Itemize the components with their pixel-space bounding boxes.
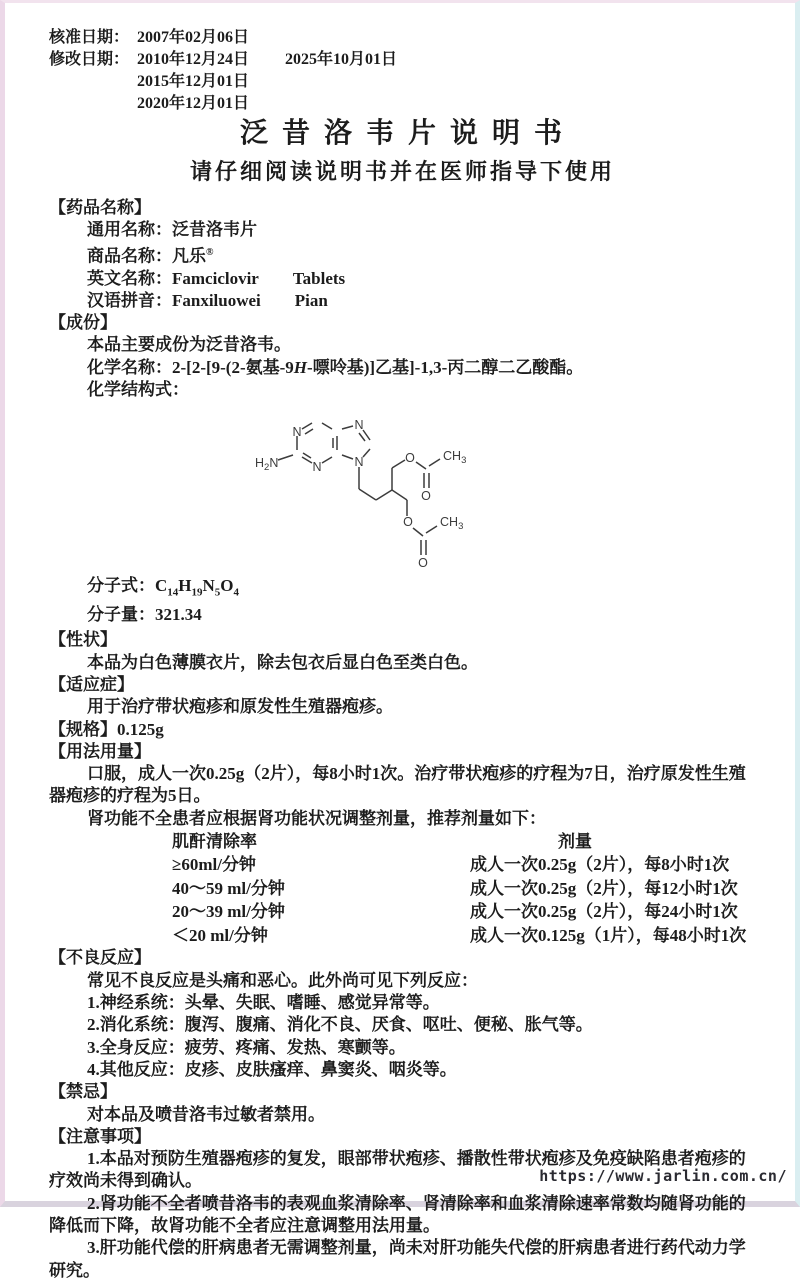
section-strength bbox=[49, 719, 753, 741]
section-dosage bbox=[49, 741, 753, 948]
leaflet-content bbox=[5, 3, 795, 1282]
revision-date-label: 修改日期： bbox=[49, 51, 130, 68]
approval-date-row bbox=[49, 27, 753, 49]
english-name-value-2: Tablets bbox=[292, 268, 346, 288]
dose-cell: 成人一次0.25g（2片），每24小时1次 bbox=[470, 902, 738, 922]
dose-column-header: 剂量 bbox=[558, 831, 592, 851]
ester-oxygen-top: O bbox=[405, 451, 415, 466]
molecular-weight-value: 321.34 bbox=[155, 605, 202, 625]
revision-date-2: 2015年12月01日 bbox=[137, 73, 250, 90]
molecular-formula-label: 分子式： bbox=[87, 576, 155, 596]
dosage-para-2: 肾功能不全患者应根据肾功能状况调整剂量，推荐剂量如下： bbox=[87, 808, 546, 828]
dosage-table-header bbox=[172, 830, 753, 854]
revision-date-row-2 bbox=[137, 71, 753, 93]
dose-cell: 成人一次0.25g（2片），每8小时1次 bbox=[470, 855, 730, 875]
revision-date-extra: 2025年10月01日 bbox=[285, 51, 398, 68]
atom-n3: N bbox=[312, 460, 322, 475]
properties-heading: 【性状】 bbox=[49, 630, 117, 650]
carbonyl-oxygen-top: O bbox=[421, 489, 431, 504]
adverse-intro: 常见不良反应是头痛和恶心。此外尚可见下列反应： bbox=[87, 970, 478, 990]
composition-heading: 【成份】 bbox=[49, 313, 117, 333]
composition-main-text: 本品主要成份为泛昔洛韦。 bbox=[87, 335, 291, 355]
drug-name-heading: 【药品名称】 bbox=[49, 198, 151, 217]
clearance-cell: ＜20 ml/分钟 bbox=[172, 925, 268, 945]
trade-name-value: 凡乐 bbox=[172, 246, 206, 266]
famciclovir-structure-svg bbox=[247, 405, 539, 573]
properties-text: 本品为白色薄膜衣片，除去包衣后显白色至类白色。 bbox=[87, 652, 478, 672]
generic-name-line bbox=[49, 219, 753, 241]
english-name-value-1: Famciclovir bbox=[172, 268, 259, 288]
adverse-item: 3.全身反应：疲劳、疼痛、发热、寒颤等。 bbox=[87, 1037, 406, 1057]
strength-value: 0.125g bbox=[117, 719, 164, 739]
methyl-group-bottom: $CH_3$ bbox=[440, 515, 464, 533]
generic-name-label: 通用名称： bbox=[87, 220, 172, 240]
section-precautions bbox=[49, 1126, 753, 1282]
clearance-column-header: 肌酐清除率 bbox=[172, 831, 257, 851]
approval-date-value: 2007年02月06日 bbox=[137, 29, 250, 46]
revision-date-1: 2010年12月24日 bbox=[137, 51, 250, 68]
molecular-formula-value: $C_{14}H_{19}N_5O_4$ bbox=[155, 576, 240, 599]
approval-date-label: 核准日期： bbox=[49, 29, 130, 46]
revision-date-row bbox=[49, 49, 753, 71]
clearance-cell: 40～59 ml/分钟 bbox=[172, 878, 285, 898]
trade-name-label: 商品名称： bbox=[87, 246, 172, 266]
table-row bbox=[172, 853, 753, 877]
revision-date-3: 2020年12月01日 bbox=[137, 95, 250, 112]
section-drug-name bbox=[49, 197, 753, 312]
strength-heading: 【规格】 bbox=[49, 719, 117, 739]
chemical-name-pre: 化学名称：2-[2-[9-(2-氨基-9 bbox=[87, 357, 294, 377]
section-contraindications bbox=[49, 1081, 753, 1126]
indications-heading: 【适应症】 bbox=[49, 674, 134, 694]
dose-cell: 成人一次0.125g（1片），每48小时1次 bbox=[470, 925, 747, 945]
structure-label: 化学结构式： bbox=[87, 380, 189, 400]
clearance-cell: ≥60ml/分钟 bbox=[172, 855, 256, 875]
clearance-cell: 20～39 ml/分钟 bbox=[172, 902, 285, 922]
pinyin-value-2: Pian bbox=[294, 290, 328, 310]
adverse-heading: 【不良反应】 bbox=[49, 948, 151, 968]
pinyin-label: 汉语拼音： bbox=[87, 290, 172, 310]
chemical-structure-image bbox=[247, 405, 539, 573]
precautions-heading: 【注意事项】 bbox=[49, 1126, 151, 1146]
trade-name-line bbox=[49, 242, 753, 268]
revision-date-row-3 bbox=[137, 93, 753, 115]
contraindications-heading: 【禁忌】 bbox=[49, 1082, 117, 1102]
atom-n1: N bbox=[292, 425, 302, 440]
carbonyl-oxygen-bottom: O bbox=[418, 556, 428, 571]
table-row bbox=[172, 924, 753, 948]
precaution-item: 2.肾功能不全者喷昔洛韦的表观血浆清除率、肾清除率和血浆清除速率常数均随肾功能的降低而下降，故肾功能不全者应注意调整用法用量。 bbox=[49, 1193, 746, 1236]
page-subtitle: 请仔细阅读说明书并在医师指导下使用 bbox=[189, 159, 615, 184]
english-name-line bbox=[49, 268, 753, 290]
section-properties bbox=[49, 629, 753, 674]
watermark-url: https://www.jarlin.com.cn/ bbox=[539, 1167, 787, 1185]
chemical-name-post: -嘌呤基)]乙基]-1,3-丙二醇二乙酸酯。 bbox=[307, 357, 584, 377]
pinyin-value-1: Fanxiluowei bbox=[172, 290, 261, 310]
ester-oxygen-bottom: O bbox=[403, 515, 413, 530]
atom-n9: N bbox=[354, 455, 364, 470]
contraindications-text: 对本品及喷昔洛韦过敏者禁用。 bbox=[87, 1104, 325, 1124]
chemical-name-line bbox=[49, 357, 753, 379]
dosage-heading: 【用法用量】 bbox=[49, 741, 151, 761]
precaution-item: 3.肝功能代偿的肝病患者无需调整剂量，尚未对肝功能失代偿的肝病患者进行药代动力学研究。 bbox=[49, 1238, 746, 1280]
section-adverse-reactions bbox=[49, 947, 753, 1081]
molecular-weight-line bbox=[49, 604, 753, 626]
molecular-weight-label: 分子量： bbox=[87, 605, 155, 625]
precaution-item: 1.本品对预防生殖器疱疹的复发，眼部带状疱疹、播散性带状疱疹及免疫缺陷患者疱疹的疗效尚未得到确认。 bbox=[49, 1149, 746, 1191]
adverse-item: 2.消化系统：腹泻、腹痛、消化不良、厌食、呕吐、便秘、胀气等。 bbox=[87, 1015, 593, 1035]
generic-name-value: 泛昔洛韦片 bbox=[172, 220, 257, 240]
amine-group: $H_2N$ bbox=[255, 456, 279, 474]
methyl-group-top: $CH_3$ bbox=[443, 449, 467, 467]
pinyin-line bbox=[49, 290, 753, 312]
adverse-item: 1.神经系统：头晕、失眠、嗜睡、感觉异常等。 bbox=[87, 993, 440, 1013]
table-row bbox=[172, 900, 753, 924]
dose-cell: 成人一次0.25g（2片），每12小时1次 bbox=[470, 878, 738, 898]
page-title: 泛昔洛韦片说明书 bbox=[239, 118, 576, 149]
indications-text: 用于治疗带状疱疹和原发性生殖器疱疹。 bbox=[87, 697, 393, 717]
english-name-label: 英文名称： bbox=[87, 268, 172, 288]
molecular-formula-line bbox=[49, 575, 753, 604]
section-composition bbox=[49, 312, 753, 626]
table-row bbox=[172, 877, 753, 901]
chemical-name-italic-h: H bbox=[293, 357, 308, 377]
dosage-table bbox=[172, 830, 753, 948]
adverse-item: 4.其他反应：皮疹、皮肤瘙痒、鼻窦炎、咽炎等。 bbox=[87, 1059, 457, 1079]
dosage-para-1: 口服，成人一次0.25g（2片），每8小时1次。治疗带状疱疹的疗程为7日，治疗原发性生殖器疱疹的疗程为5日。 bbox=[49, 764, 746, 806]
date-header bbox=[49, 27, 753, 115]
atom-n7: N bbox=[354, 418, 364, 433]
section-indications bbox=[49, 674, 753, 719]
registered-trademark-symbol: ® bbox=[206, 246, 214, 258]
